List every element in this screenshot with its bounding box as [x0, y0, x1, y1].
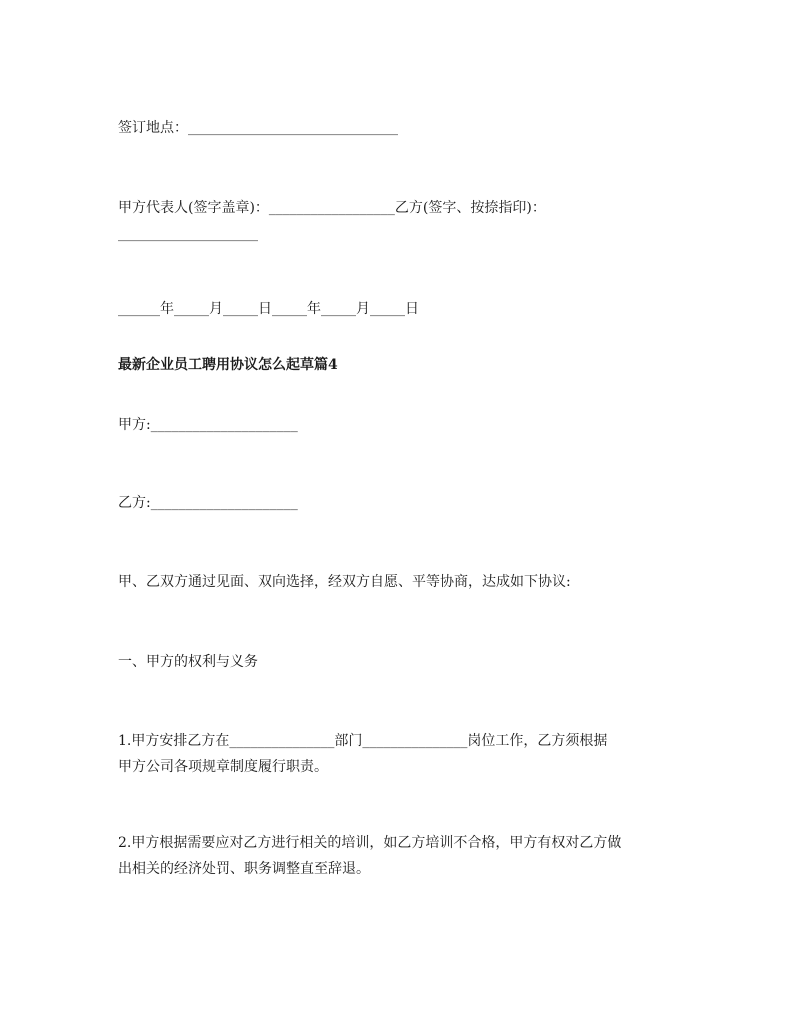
clause-1-line-1: 1.甲方安排乙方在_______________部门_______________岗位工作，乙方须根据 [118, 733, 608, 749]
agreement-intro: 甲、乙双方通过见面、双向选择，经双方自愿、平等协商，达成如下协议: [118, 574, 571, 590]
section-title: 最新企业员工聘用协议怎么起草篇4 [118, 357, 338, 373]
party-a-line: 甲方:_____________________ [118, 417, 298, 433]
part-one-title: 一、甲方的权利与义务 [118, 654, 258, 670]
party-a-representative-line: 甲方代表人(签字盖章)：__________________乙方(签字、按捺指印)： [118, 200, 546, 216]
signing-place-line: 签订地点：______________________________ [118, 120, 398, 136]
party-b-line: 乙方:_____________________ [118, 495, 298, 511]
clause-1-line-2: 甲方公司各项规章制度履行职责。 [118, 759, 328, 775]
clause-2-line-2: 出相关的经济处罚、职务调整直至辞退。 [118, 861, 370, 877]
party-b-signature-blank: ____________________ [118, 226, 258, 242]
clause-2-line-1: 2.甲方根据需要应对乙方进行相关的培训，如乙方培训不合格，甲方有权对乙方做 [118, 835, 622, 851]
signing-dates-line: ______年_____月_____日_____年_____月_____日 [118, 301, 419, 317]
